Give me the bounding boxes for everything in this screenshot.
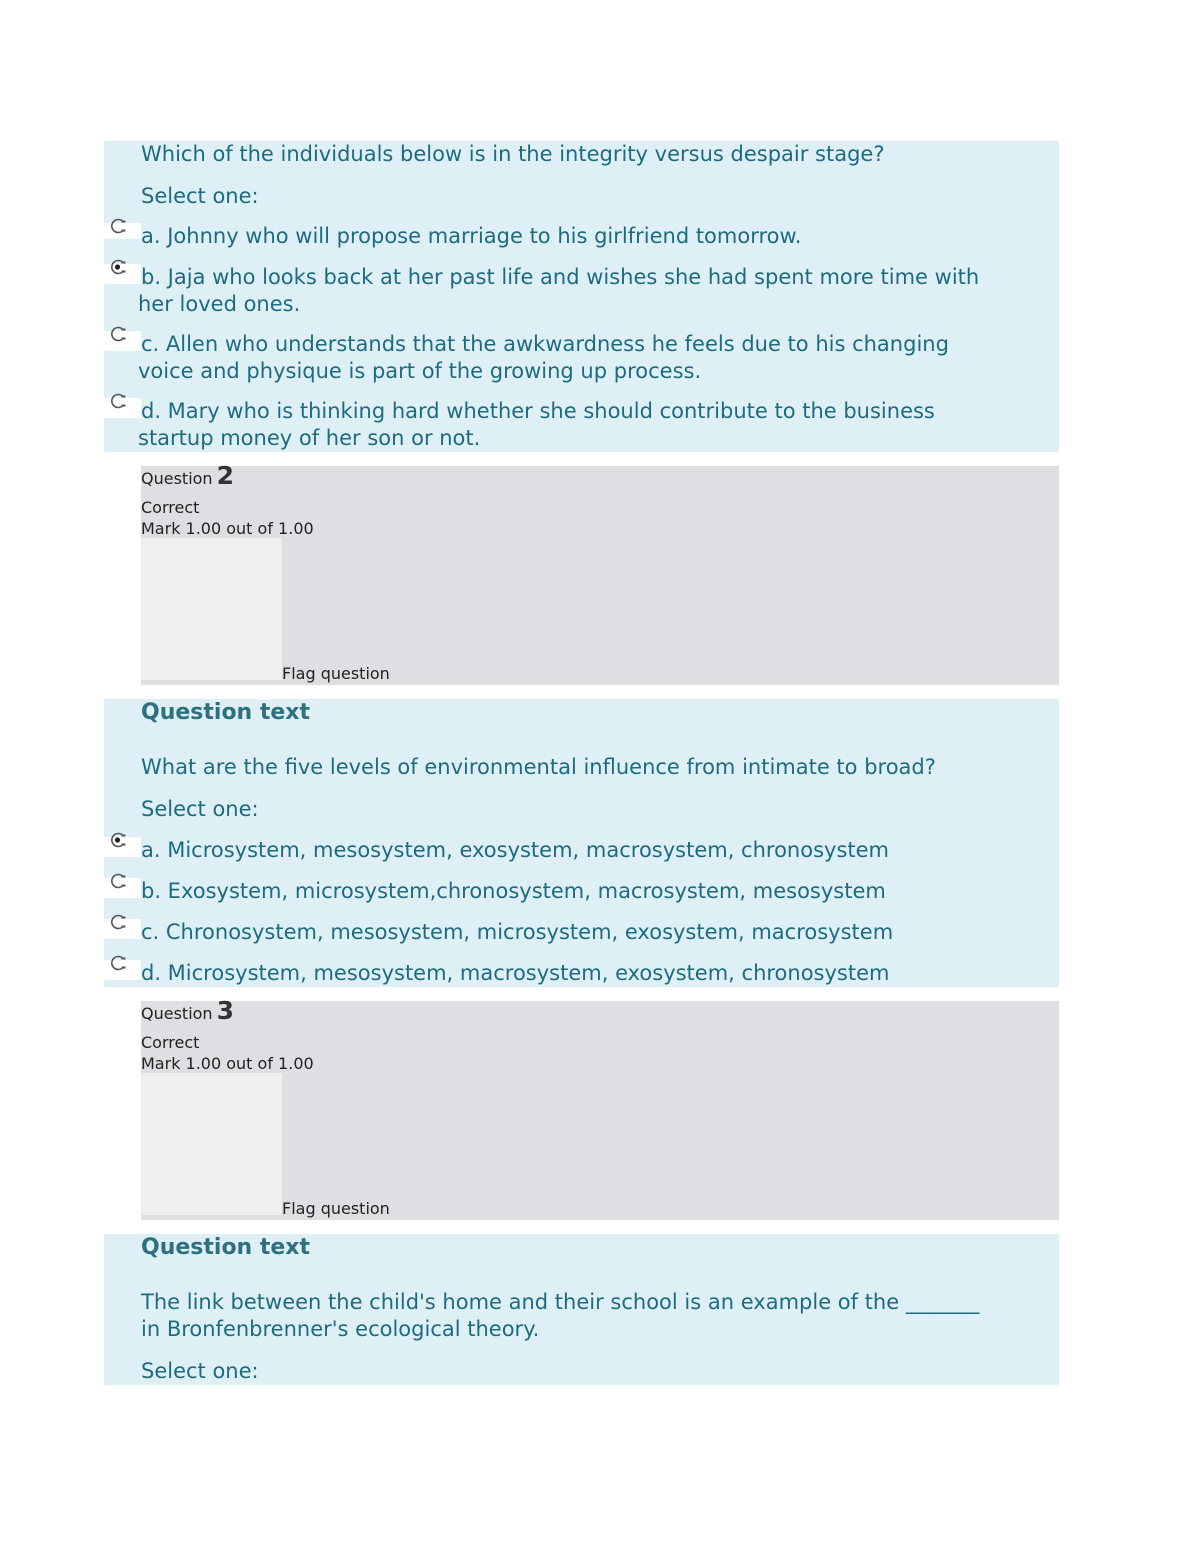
radio-selected-icon[interactable] xyxy=(109,831,127,849)
question-grade: Mark 1.00 out of 1.00 xyxy=(141,519,314,538)
answer-option-label: a. Microsystem, mesosystem, exosystem, macrosystem, chronosystem xyxy=(141,838,890,862)
question-1-content xyxy=(104,141,1059,452)
select-one-prompt: Select one: xyxy=(141,184,259,208)
radio-icon[interactable] xyxy=(109,325,127,343)
question-number: Question 3 xyxy=(141,996,234,1025)
question-text-heading: Question text xyxy=(141,1235,311,1260)
flag-question-link[interactable]: Flag question xyxy=(282,664,390,683)
flag-icon-placeholder[interactable] xyxy=(141,538,282,680)
radio-selected-icon[interactable] xyxy=(109,258,127,276)
radio-icon[interactable] xyxy=(109,392,127,410)
flag-icon-placeholder[interactable] xyxy=(141,1073,282,1215)
radio-icon[interactable] xyxy=(109,872,127,890)
answer-option-label: d. Microsystem, mesosystem, macrosystem, exosystem, chronosystem xyxy=(141,961,890,985)
question-state: Correct xyxy=(141,1033,200,1052)
radio-icon[interactable] xyxy=(109,217,127,235)
answer-option-label: c. Chronosystem, mesosystem, microsystem, exosystem, macrosystem xyxy=(141,920,894,944)
question-2-info xyxy=(141,461,1059,685)
question-3-content xyxy=(104,1234,1059,1385)
radio-icon[interactable] xyxy=(109,954,127,972)
answer-option-label: d. Mary who is thinking hard whether she should contribute to the business startup money of her son or not. xyxy=(138,399,935,450)
answer-option-a[interactable] xyxy=(104,837,1014,863)
question-3-text-line-1: The link between the child's home and their school is an example of the _______ xyxy=(141,1290,980,1314)
select-one-prompt: Select one: xyxy=(141,1359,259,1383)
question-2-text: What are the five levels of environmental influence from intimate to broad? xyxy=(141,755,936,779)
question-grade: Mark 1.00 out of 1.00 xyxy=(141,1054,314,1073)
flag-question-link[interactable]: Flag question xyxy=(282,1199,390,1218)
select-one-prompt: Select one: xyxy=(141,797,259,821)
question-3-info xyxy=(141,996,1059,1220)
question-text-heading: Question text xyxy=(141,700,311,725)
answer-option-b[interactable] xyxy=(104,878,1014,904)
answer-option-a[interactable] xyxy=(104,223,1014,249)
answer-option-label: c. Allen who understands that the awkwardness he feels due to his changing voice and physique is part of the growing up process. xyxy=(138,332,949,383)
answer-option-label: b. Exosystem, microsystem,chronosystem, macrosystem, mesosystem xyxy=(141,879,886,903)
question-state: Correct xyxy=(141,498,200,517)
answer-option-d[interactable] xyxy=(104,398,1014,450)
answer-option-b[interactable] xyxy=(104,264,1014,316)
question-number: Question 2 xyxy=(141,461,234,490)
answer-option-d[interactable] xyxy=(104,960,1014,986)
answer-option-c[interactable] xyxy=(104,919,1014,945)
answer-option-c[interactable] xyxy=(104,331,1014,383)
question-2-content xyxy=(104,699,1059,987)
question-1-text: Which of the individuals below is in the integrity versus despair stage? xyxy=(141,142,885,166)
radio-icon[interactable] xyxy=(109,913,127,931)
answer-option-label: a. Johnny who will propose marriage to his girlfriend tomorrow. xyxy=(141,224,802,248)
question-3-text-line-2: in Bronfenbrenner's ecological theory. xyxy=(141,1317,540,1341)
answer-option-label: b. Jaja who looks back at her past life and wishes she had spent more time with her loved ones. xyxy=(138,265,980,316)
